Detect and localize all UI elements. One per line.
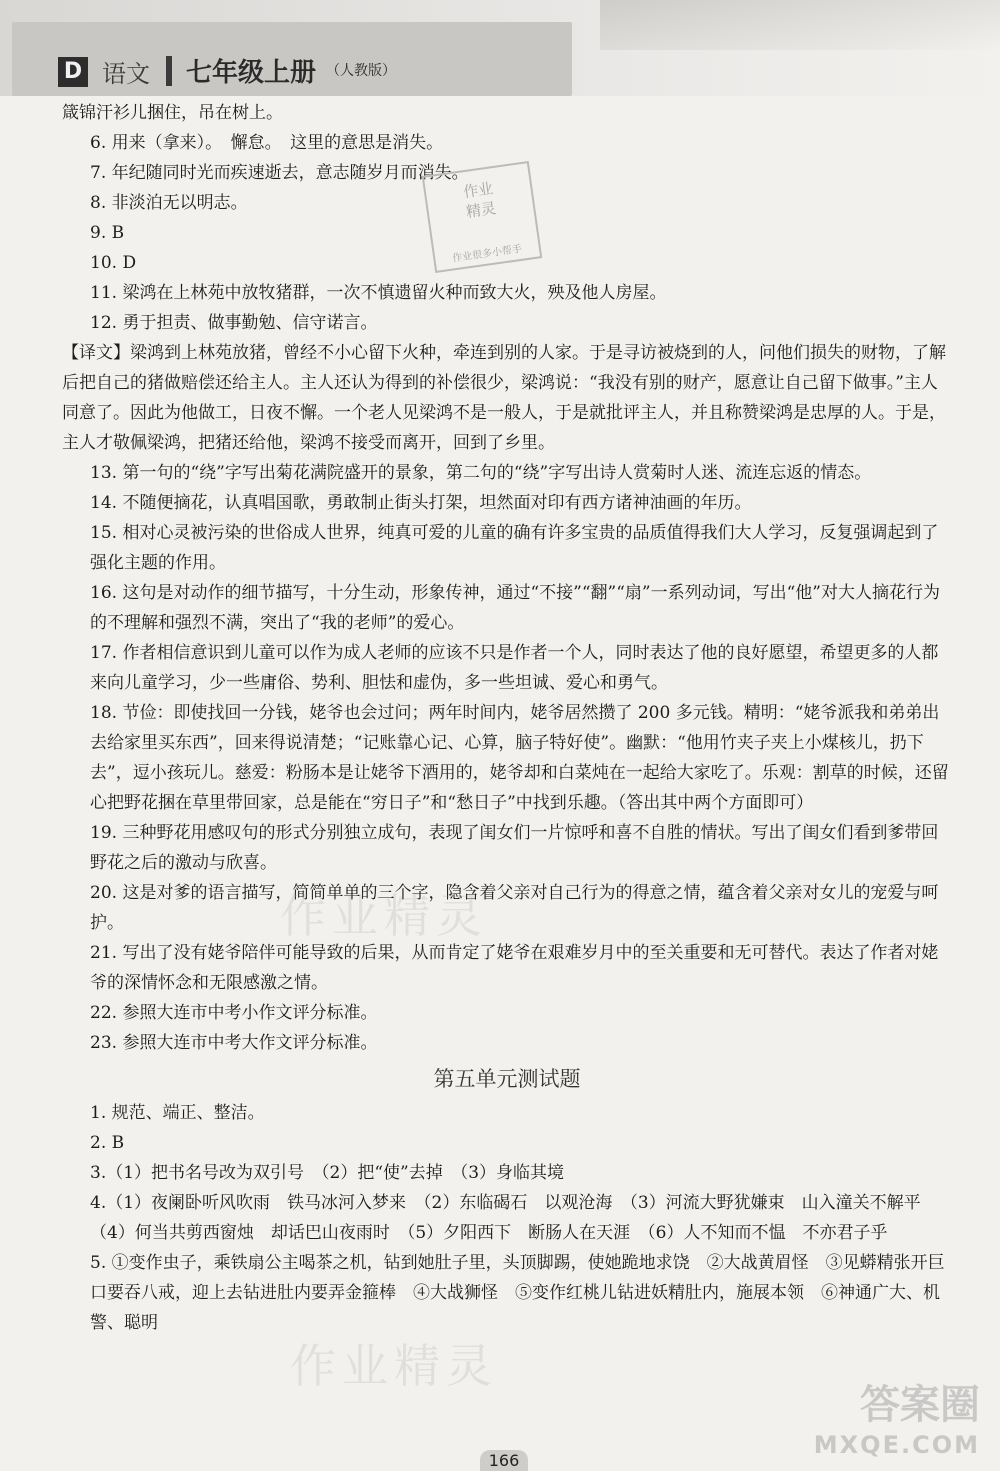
section-answer-line: 5. ①变作虫子，乘铁扇公主喝茶之机，钻到她肚子里，头顶脚踢，使她跪地求饶 ②大战黄眉怪 ③见蟒精张开巨口要吞八戒，迎上去钻进肚内要弄金箍棒 ④大战狮怪 ⑤变作红桃儿钻进妖精肚内，施展本领 ⑥神通广大、机警、聪明 [90,1253,945,1333]
corner-watermark-url: MXQE.COM [813,1431,980,1459]
answer-line: 23. 参照大连市中考大作文评分标准。 [90,1033,378,1053]
corner-watermark [813,1382,980,1465]
stamp-line-2: 精灵 [464,199,498,222]
answer-line: 16. 这句是对动作的细节描写，十分生动，形象传神，通过“不接”“翻”“扇”一系列动词，写出“他”对大人摘花行为的不理解和强烈不满，突出了“我的老师”的爱心。 [90,583,940,633]
section-answer-line: 3.（1）把书名号改为双引号 （2）把“使”去掉 （3）身临其境 [90,1163,565,1183]
answer-line: 17. 作者相信意识到儿童可以作为成人老师的应该不只是作者一个人，同时表达了他的良好愿望，希望更多的人都来向儿童学习，少一些庸俗、势利、胆怯和虚伪，多一些坦诚、爱心和勇气。 [90,643,939,693]
section-answer-line: 4.（1）夜阑卧听风吹雨 铁马冰河入梦来 （2）东临碣石 以观沧海 （3）河流大野犹嫌束 山入潼关不解平 （4）何当共剪西窗烛 却话巴山夜雨时 （5）夕阳西下 断肠人在天涯 （6）人不知而不愠 不亦君子乎 [90,1193,938,1243]
answer-content [62,98,952,1338]
answer-line: 11. 梁鸿在上林苑中放牧猪群，一次不慎遗留火种而致大火，殃及他人房屋。 [90,283,667,303]
answer-line: 19. 三种野花用感叹句的形式分别独立成句，表现了闺女们一片惊呼和喜不自胜的情状。写出了闺女们看到爹带回野花之后的激动与欣喜。 [90,823,939,873]
answer-line: 7. 年纪随同时光而疾速逝去，意志随岁月而消失。 [90,163,469,183]
watermark-text: 作业精灵 [290,1339,498,1393]
subject-label: 语文 [102,60,150,88]
section-answer-line: 2. B [90,1133,125,1153]
answer-line: 10. D [90,253,137,273]
answer-line: 21. 写出了没有姥爷陪伴可能导致的后果，从而肯定了姥爷在艰难岁月中的至关重要和无可替代。表达了作者对姥爷的深情怀念和无限感激之情。 [90,943,939,993]
answer-line: 14. 不随便摘花，认真唱国歌，勇敢制止街头打架，坦然面对印有西方诸神油画的年历。 [90,493,752,513]
answer-line: 13. 第一句的“绕”字写出菊花满院盛开的景象，第二句的“绕”字写出诗人赏菊时人迷、流连忘返的情态。 [90,463,872,483]
answer-line: 15. 相对心灵被污染的世俗成人世界，纯真可爱的儿童的确有许多宝贵的品质值得我们大人学习，反复强调起到了强化主题的作用。 [90,523,939,573]
answer-line: 9. B [90,223,125,243]
watermark-stamp [422,161,543,273]
answer-line: 6. 用来（拿来）。 懈怠。 这里的意思是消失。 [90,133,444,153]
header-decoration [600,0,1000,50]
answer-line: 18. 节俭：即使找回一分钱，姥爷也会过问；两年时间内，姥爷居然攒了 200 多元钱。精明：“姥爷派我和弟弟出去给家里买东西”，回来得说清楚；“记账靠心记、心算，脑子特好使”。幽默：“他用竹夹子夹上小煤核儿，扔下去”，逗小孩玩儿。慈爱：粉肠本是让姥爷下酒用的，姥爷却和白菜炖在一起给大家吃了。乐观：割草的时候，还留心把野花捆在草里带回家，总是能在“穷日子”和“愁日子”中找到乐趣。（答出其中两个方面即可） [90,703,949,813]
answer-line: 22. 参照大连市中考小作文评分标准。 [90,1003,378,1023]
answer-line: 20. 这是对爹的语言描写，简简单单的三个字，隐含着父亲对自己行为的得意之情，蕴含着父亲对女儿的宠爱与呵护。 [90,883,939,933]
edition-label: （人教版） [326,63,396,79]
corner-watermark-text: 答案圈 [860,1382,980,1428]
section-answer-line: 1. 规范、端正、整洁。 [90,1103,265,1123]
header-divider [166,56,172,86]
answer-line: 12. 勇于担责、做事勤勉、信守诺言。 [90,313,378,333]
answer-line: 8. 非淡泊无以明志。 [90,193,248,213]
watermark-text: 作业精灵 [280,889,488,943]
section-title: 第五单元测试题 [433,1067,581,1091]
stamp-line-1: 作业 [462,179,495,202]
answer-line: 箴锦汗衫儿捆住，吊在树上。 [62,103,283,123]
page-number: 166 [480,1450,528,1471]
stamp-caption: 作业很多小帮手 [451,243,523,265]
level-badge: D [58,57,88,87]
translation-paragraph: 【译文】梁鸿到上林苑放猪，曾经不小心留下火种，牵连到别的人家。于是寻访被烧到的人，问他们损失的财物，了解后把自己的猪做赔偿还给主人。主人还认为得到的补偿很少，梁鸿说：“我没有别的财产，愿意让自己留下做事。”主人同意了。因此为他做工，日夜不懈。一个老人见梁鸿不是一般人，于是就批评主人，并且称赞梁鸿是忠厚的人。于是，主人才敬佩梁鸿，把猪还给他，梁鸿不接受而离开，回到了乡里。 [62,343,946,453]
grade-title: 七年级上册 [186,58,317,88]
